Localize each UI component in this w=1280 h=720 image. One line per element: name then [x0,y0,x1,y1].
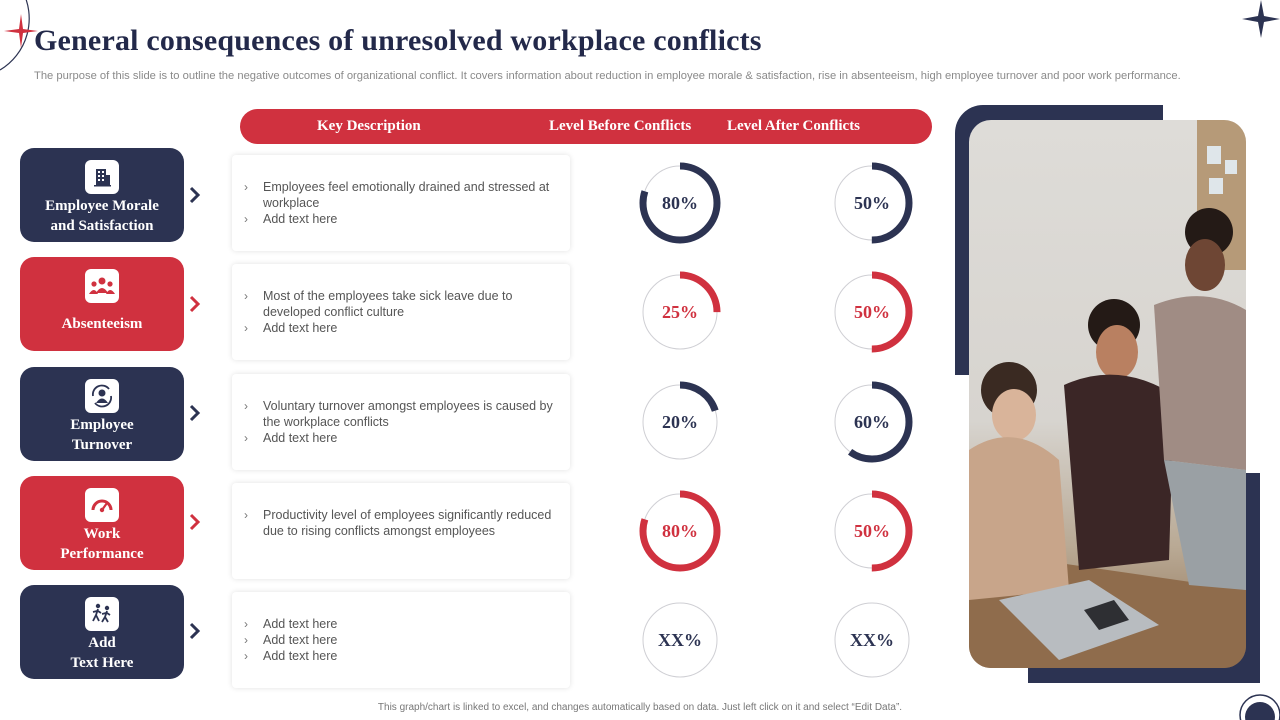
ring-after-row-2 [830,270,914,354]
ring-before-row-5 [638,598,722,682]
footer-note: This graph/chart is linked to excel, and changes automatically based on data. Just left click on it and select “Edit Data”. [377,702,903,713]
sparkle-star-icon [4,14,38,48]
ring-before-row-1 [638,161,722,245]
category-absenteeism [20,257,184,351]
ring-after-row-4 [830,489,914,573]
description-box-turnover [232,374,570,470]
ring-before-row-3 [638,380,722,464]
people-group-icon [85,269,119,303]
ring-value-label: XX% [850,630,894,650]
chevron-right-icon [188,403,202,423]
category-label-line1: Employee [70,417,134,433]
category-add-text [20,585,184,679]
category-work-performance [20,476,184,570]
gauge-icon [85,488,119,522]
category-label-line1: Employee Morale [45,198,159,214]
page-subtitle: The purpose of this slide is to outline the negative outcomes of organizational conflict. It covers information about reduction in employee morale & satisfaction, rise in absenteeism, high employee turnover and poor work performance. [34,70,1181,82]
ring-before-row-4 [638,489,722,573]
table-header-bar [240,109,932,144]
description-box-performance [232,483,570,579]
description-bullet: › Add text here [244,211,558,227]
header-level-after: Level After Conflicts [727,118,861,134]
chevron-right-icon [188,185,202,205]
ring-value-label: 50% [854,302,890,322]
category-label-line1: Add [88,635,116,651]
chevron-right-icon [188,512,202,532]
description-bullet: › Voluntary turnover amongst employees is caused by the workplace conflicts [244,398,558,430]
category-label-line2: Text Here [70,655,134,671]
description-box-morale [232,155,570,251]
sparkle-star-icon [1242,0,1280,38]
category-label-line1: Absenteeism [61,316,143,332]
description-bullet: › Add text here [244,320,558,336]
description-bullet: › Add text here [244,648,558,664]
team-working-photo [969,120,1246,668]
header-level-before: Level Before Conflicts [549,118,692,134]
category-label-line1: Work [83,526,121,542]
ring-value-label: 25% [662,302,698,322]
category-employee-turnover [20,367,184,461]
ring-value-label: 20% [662,412,698,432]
chevron-right-icon [188,621,202,641]
description-bullet: › Employees feel emotionally drained and stressed at workplace [244,179,558,211]
user-rotate-icon [85,379,119,413]
header-key-description: Key Description [317,118,421,134]
description-bullet: › Add text here [244,430,558,446]
description-box-add-text [232,592,570,688]
category-label-line2: Turnover [71,437,133,453]
ring-after-row-5 [830,598,914,682]
chevron-right-icon [188,294,202,314]
category-employee-morale [20,148,184,242]
description-bullet: › Most of the employees take sick leave due to developed conflict culture [244,288,558,320]
people-running-icon [85,597,119,631]
description-bullet: › Add text here [244,632,558,648]
ring-value-label: 50% [854,193,890,213]
description-bullet: › Add text here [244,616,558,632]
ring-value-label: 80% [662,193,698,213]
page-title: General consequences of unresolved workplace conflicts [34,24,762,57]
description-box-absenteeism [232,264,570,360]
ring-value-label: 50% [854,521,890,541]
ring-before-row-2 [638,270,722,354]
building-icon [85,160,119,194]
category-label-line2: and Satisfaction [50,218,154,234]
ring-after-row-1 [830,161,914,245]
ring-value-label: 60% [854,412,890,432]
ring-after-row-3 [830,380,914,464]
description-bullet: › Productivity level of employees significantly reduced due to rising conflicts amongst employees [244,507,558,539]
category-label-line2: Performance [60,546,144,562]
ring-value-label: XX% [658,630,702,650]
ring-value-label: 80% [662,521,698,541]
